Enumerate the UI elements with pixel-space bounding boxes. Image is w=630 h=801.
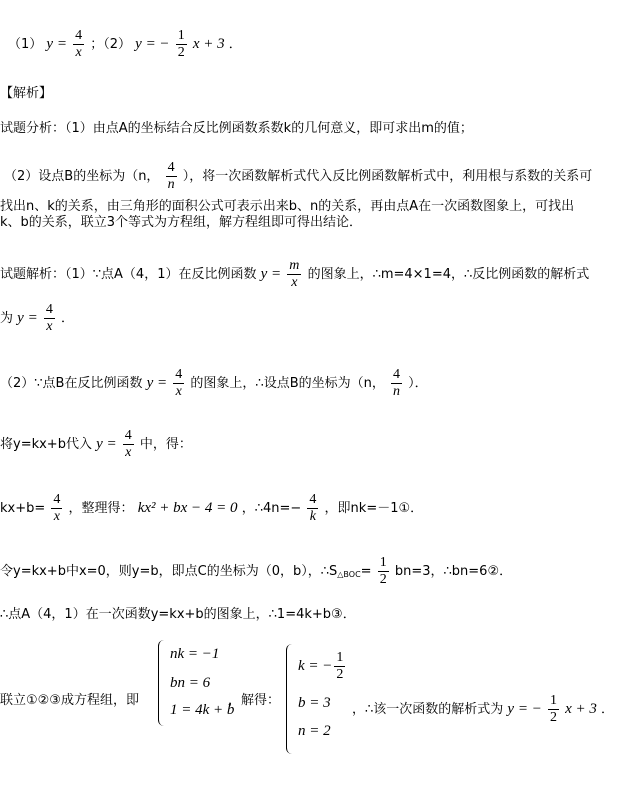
solution-line-4-pre: 将y=kx+b代入 [0,437,92,452]
area-equals: = [360,564,372,579]
equation-system-1 [158,640,258,730]
solution-fraction-4-x-d: $\frac{4}{x}$ [53,492,61,524]
answer-part2-lhs: y = − [135,36,170,52]
system-2-row-2: b = 3 [298,695,331,711]
answer-part1-label: （1） [8,37,43,52]
solution-line-5-post: ，即nk=－1①． [324,501,424,516]
system-1-row-3: 1 = 4k + b [170,702,235,718]
answer-part1-lhs: y = [46,36,67,52]
section-title: 【解析】 [0,86,53,101]
left-brace [286,644,294,754]
solution-line-6-post: bn=3，∴bn=6②． [394,564,513,579]
analysis-line-2-post: ），将一次函数解析式代入反比例函数解析式中，利用根与系数的关系可 [182,169,593,184]
system-2-row-1 [298,650,347,683]
solution-line-7: ∴点A（4，1）在一次函数y=kx+b的图象上，∴1=4k+b③． [0,607,356,622]
area-subscript: △BOC [337,570,361,579]
answer-end: ． [228,37,242,52]
final-end: ． [601,702,615,717]
solution-line-5-pre: kx+b= [0,501,46,516]
system-2-fraction: $\frac{1}{2}$ [336,650,344,682]
solution-line-4-post: 中，得： [139,437,192,452]
solution-fraction-m-x: $\frac{m}{x}$ [289,258,300,290]
analysis-fraction-4-n: $\frac{4}{n}$ [167,160,175,192]
answer-separator: ；（2） [90,37,132,52]
answer-part2-fraction: $\frac{1}{2}$ [177,28,185,60]
solution-fraction-4-k: $\frac{4}{k}$ [309,492,317,524]
solution-fraction-4-n: $\frac{4}{n}$ [393,367,400,399]
answer-line [8,28,242,61]
quadratic-equation: kx² + bx − 4 = 0 [137,500,238,516]
solution-line-8-mid: ，解得： [228,693,281,708]
analysis-line-1: 试题分析：（1）由点A的坐标结合反比例函数系数k的几何意义，即可求出m的值； [0,121,473,136]
solution-line-6 [0,555,512,588]
left-brace [158,640,166,726]
solution-line-2-lhs: y = [17,310,38,326]
solution-line-3 [0,367,428,400]
solution-fraction-4-x-a: $\frac{4}{x}$ [45,302,53,334]
analysis-line-2-pre: （2）设点B的坐标为（n， [4,169,160,184]
system-1-row-2: bn = 6 [170,675,211,691]
solution-line-6-pre: 令y=kx+b中x=0，则y=b，即点C的坐标为（0，b），∴S [0,564,338,579]
solution-line-8-pre: 联立①②③成方程组，即 [0,693,139,708]
final-lhs: y = − [507,701,542,717]
solution-line-5-mid: ，整理得： [68,501,134,516]
solution-fraction-4-x-c: $\frac{4}{x}$ [124,428,132,460]
system-1-row-1: nk = −1 [170,646,220,662]
solution-line-4-lhs: y = [96,436,117,452]
solution-line-3-pre: （2）∵点B在反比例函数 [0,376,143,391]
solution-line-8-final [352,693,614,726]
system-2-row-3: n = 2 [298,723,331,739]
solution-line-2 [0,302,74,335]
solution-line-1 [0,258,589,291]
answer-part2-rest: x + 3 [192,36,225,52]
solution-line-1-post: 的图象上，∴m=4×1=4，∴反比例函数的解析式 [307,267,590,282]
system-2-row-1-lhs: k = − [298,657,333,674]
solution-line-4 [0,428,192,461]
analysis-line-2 [4,160,592,193]
analysis-line-4: k、b的关系，联立3个等式为方程组，解方程组即可得出结论． [0,215,363,230]
answer-part1-fraction: $\frac{4}{x}$ [75,28,83,60]
solution-line-3-lhs: y = [146,375,168,391]
solution-line-8-mid2: ，∴该一次函数的解析式为 [352,702,504,717]
solution-line-5 [0,492,423,525]
solution-line-1-lhs: y = [260,266,282,282]
final-fraction-1-2: $\frac{1}{2}$ [549,693,557,725]
solution-line-2-pre: 为 [0,311,14,326]
solution-line-2-post: ． [60,311,74,326]
solution-fraction-1-2-a: $\frac{1}{2}$ [379,555,387,587]
final-rest: x + 3 [565,701,597,717]
solution-fraction-4-x-b: $\frac{4}{x}$ [175,367,183,399]
solution-line-1-pre: 试题解析：（1）∵点A（4，1）在反比例函数 [0,267,257,282]
analysis-line-3: 找出n、k的关系，由三角形的面积公式可表示出来b、n的关系，再由点A在一次函数图象上，可找出 [0,199,575,214]
solution-line-3-mid: 的图象上，∴设点B的坐标为（n， [190,376,385,391]
solution-line-5-mid2: ，∴4n=− [241,501,302,516]
equation-system-2 [286,644,356,760]
solution-line-3-post: ）． [408,376,428,391]
